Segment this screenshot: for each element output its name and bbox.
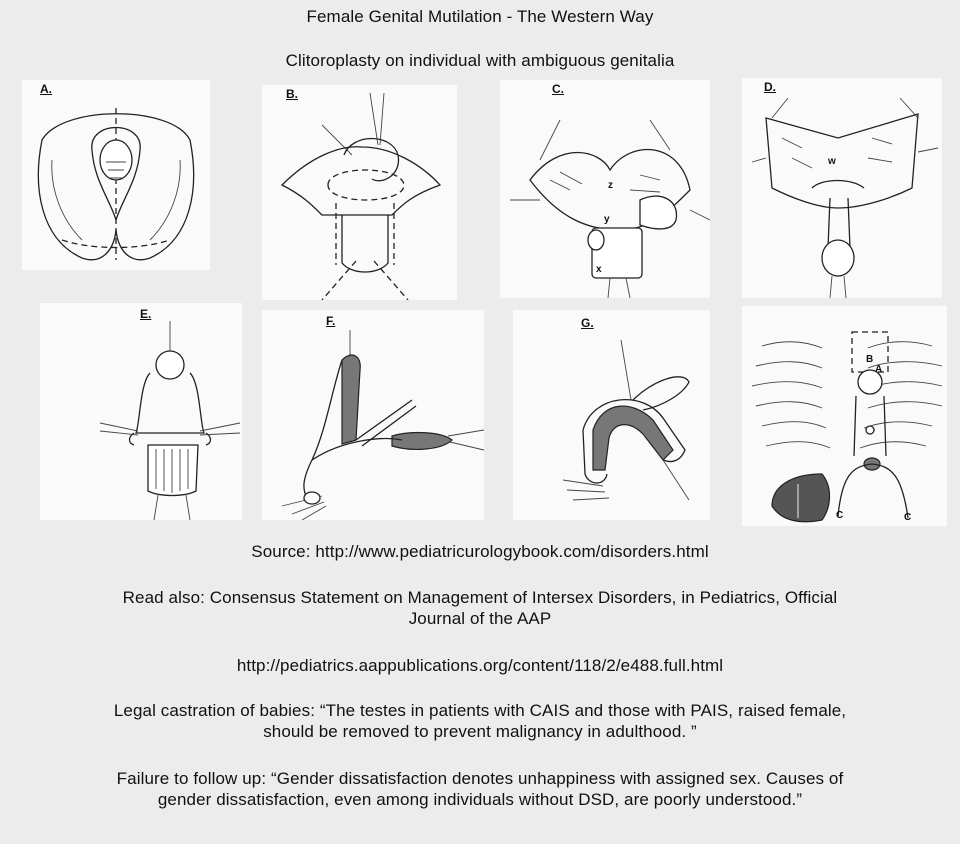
panel-h xyxy=(742,306,947,526)
page-subtitle: Clitoroplasty on individual with ambiguous genitalia xyxy=(285,51,675,70)
panel-c xyxy=(500,80,710,298)
mark-b: B xyxy=(866,354,874,365)
panel-b xyxy=(262,85,457,300)
panel-g xyxy=(513,310,710,520)
failure-line-2: gender dissatisfaction, even among individuals without DSD, are poorly understood.” xyxy=(157,790,803,809)
mark-x: x xyxy=(596,264,602,275)
panel-label: D. xyxy=(764,80,776,94)
illustration-f xyxy=(262,310,484,520)
legal-line-1: Legal castration of babies: “The testes in patients with CAIS and those with PAIS, raised female, xyxy=(113,701,847,720)
mark-y: y xyxy=(604,214,610,225)
read-also-line-2: Journal of the AAP xyxy=(408,609,552,628)
read-also-line-1: Read also: Consensus Statement on Management of Intersex Disorders, in Pediatrics, Official xyxy=(122,588,838,607)
panel-a xyxy=(22,80,210,270)
panel-e xyxy=(40,303,242,520)
illustration-d xyxy=(742,78,942,298)
illustration-b xyxy=(262,85,457,300)
illustration-e xyxy=(40,303,242,520)
illustration-c xyxy=(500,80,710,298)
mark-c-right: C xyxy=(904,512,912,523)
illustration-a xyxy=(22,80,210,270)
failure-line-1: Failure to follow up: “Gender dissatisfaction denotes unhappiness with assigned sex. Causes of xyxy=(116,769,844,788)
mark-z: z xyxy=(608,180,613,191)
source-line: Source: http://www.pediatricurologybook.com/disorders.html xyxy=(251,542,709,561)
panel-label: A. xyxy=(40,82,52,96)
illustration-h xyxy=(742,306,947,526)
page-title: Female Genital Mutilation - The Western Way xyxy=(306,7,654,26)
illustration-g xyxy=(513,310,710,520)
panel-label: F. xyxy=(326,314,336,328)
legal-line-2: should be removed to prevent malignancy in adulthood. ” xyxy=(263,722,697,741)
mark-a: A xyxy=(875,364,883,375)
panel-label: E. xyxy=(140,307,152,321)
panel-d xyxy=(742,78,942,298)
panel-label: B. xyxy=(286,87,298,101)
reference-link: http://pediatrics.aappublications.org/content/118/2/e488.full.html xyxy=(236,656,724,675)
panel-f xyxy=(262,310,484,520)
panel-label: C. xyxy=(552,82,564,96)
mark-w: w xyxy=(828,156,836,167)
mark-c-left: C xyxy=(836,510,844,521)
panel-label: G. xyxy=(581,316,594,330)
